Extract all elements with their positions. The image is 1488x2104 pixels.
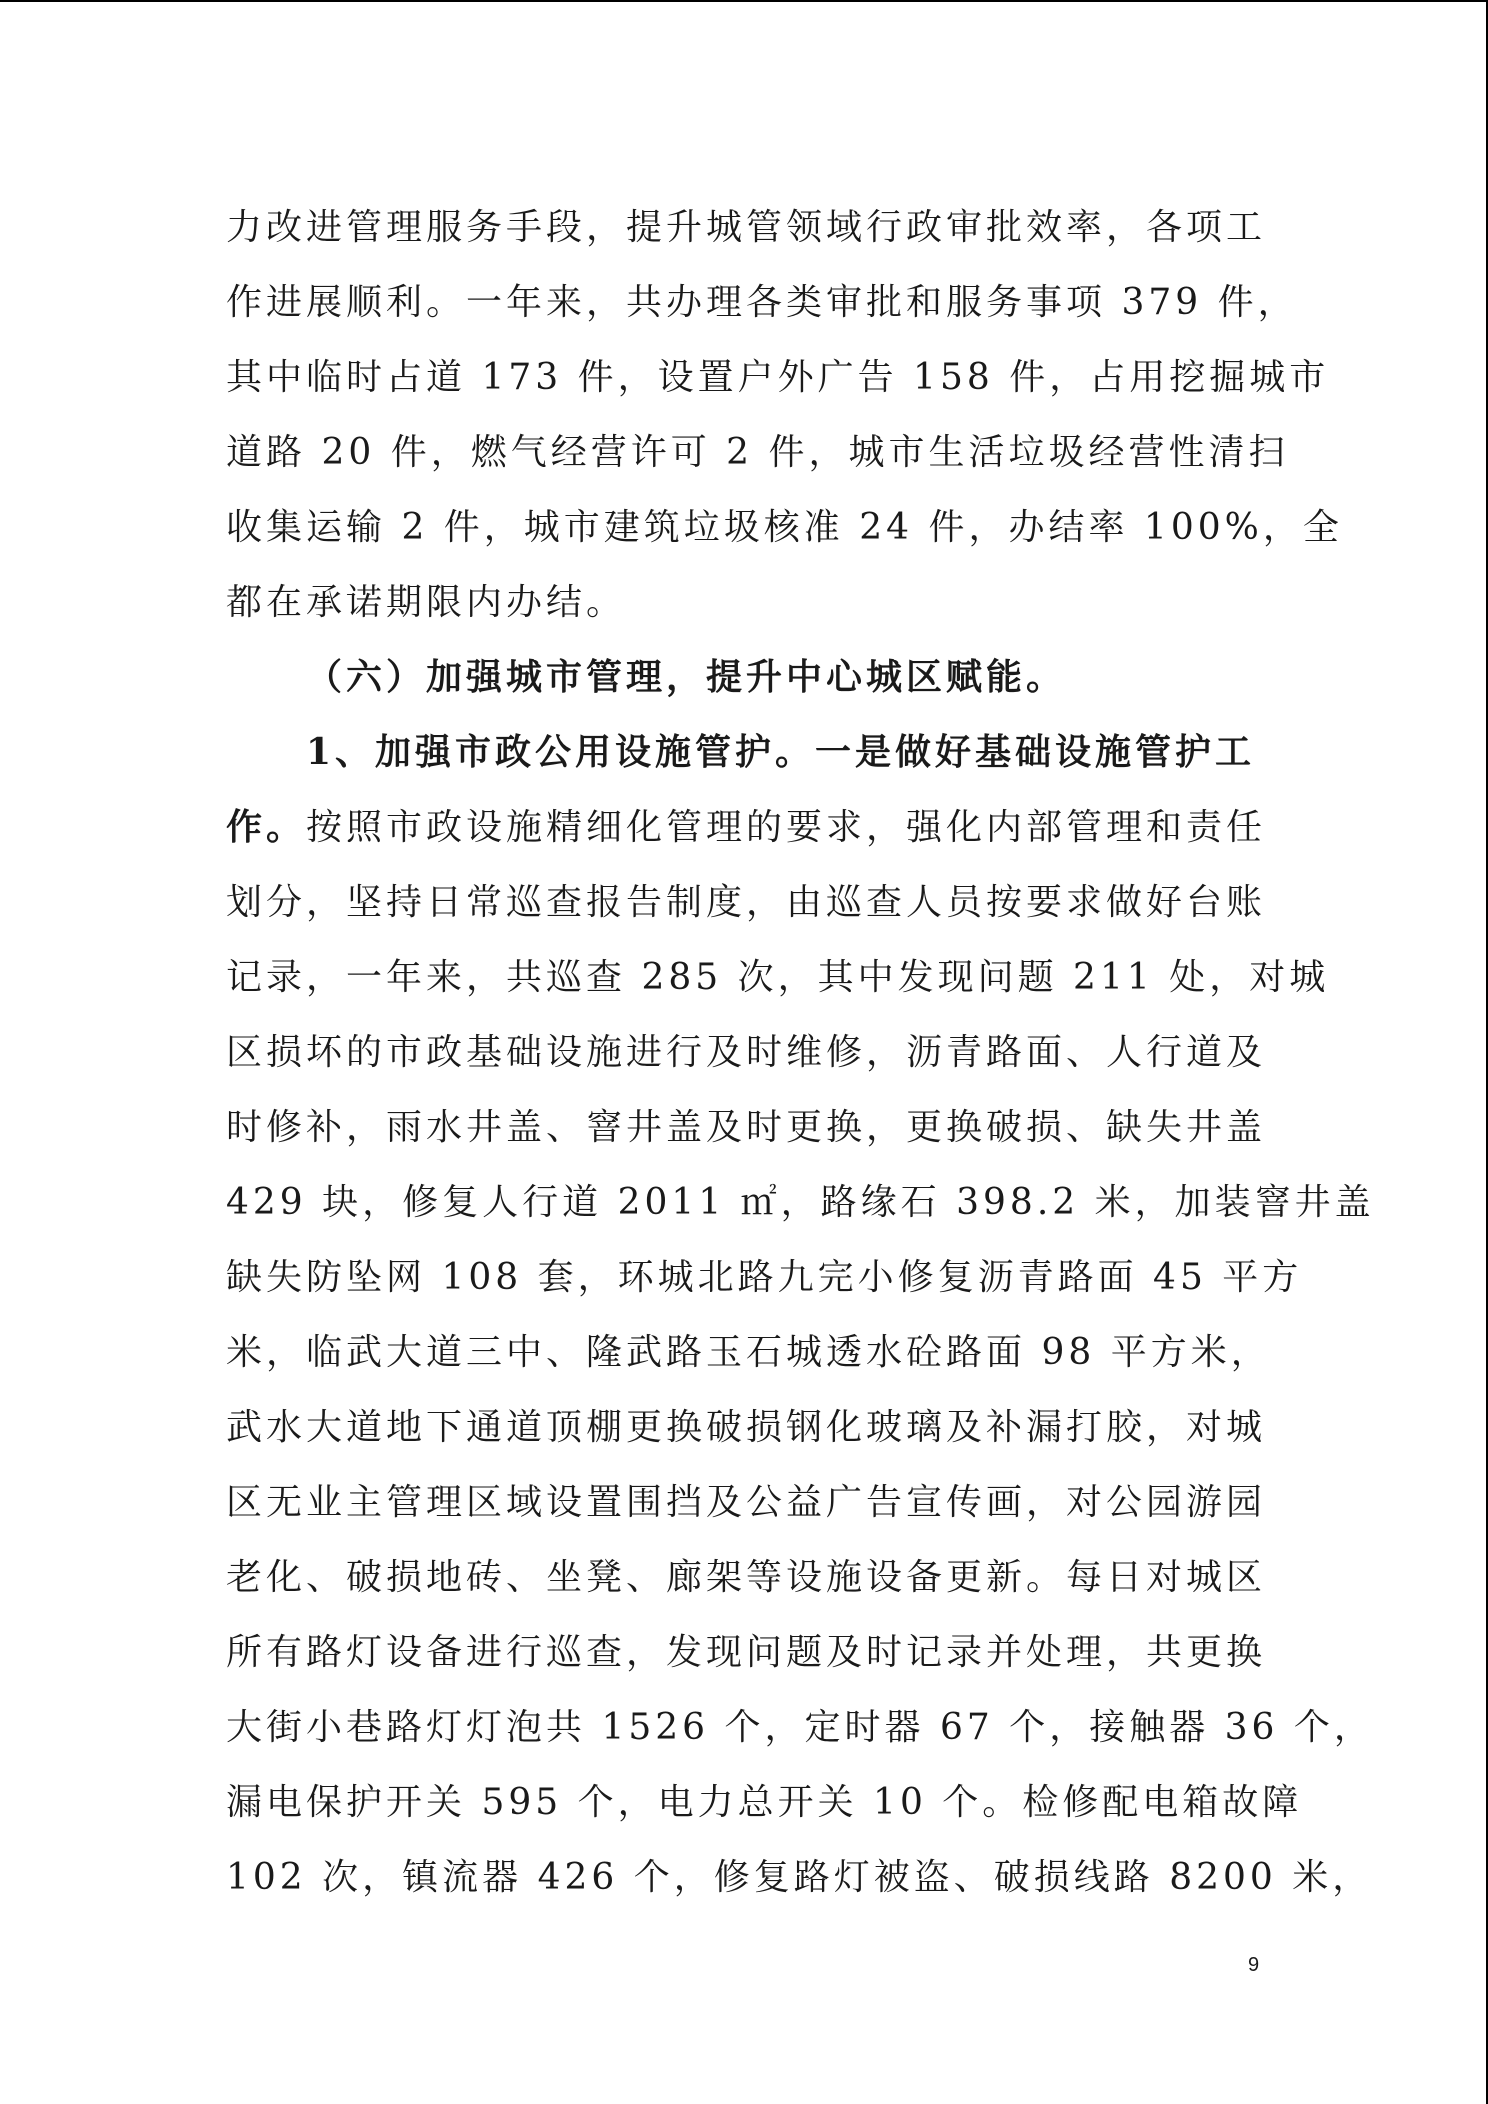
text-line: 漏电保护开关 595 个，电力总开关 10 个。检修配电箱故障 bbox=[226, 1782, 1303, 1823]
text-line: 区无业主管理区域设置围挡及公益广告宣传画，对公园游园 bbox=[226, 1482, 1267, 1523]
subsection-title-end: 作。 bbox=[226, 806, 307, 848]
text-line: 米，临武大道三中、隆武路玉石城透水砼路面 98 平方米， bbox=[226, 1332, 1271, 1373]
text-line: 收集运输 2 件，城市建筑垃圾核准 24 件，办结率 100%，全 bbox=[226, 507, 1343, 548]
text-line: 记录，一年来，共巡查 285 次，其中发现问题 211 处，对城 bbox=[226, 957, 1330, 998]
text-line: 划分，坚持日常巡查报告制度，由巡查人员按要求做好台账 bbox=[226, 882, 1267, 923]
text-line: 作进展顺利。一年来，共办理各类审批和服务事项 379 件， bbox=[226, 282, 1298, 323]
top-border bbox=[0, 0, 1488, 2]
subsection-title: 1、加强市政公用设施管护。一是做好基础设施管护工 bbox=[306, 731, 1256, 773]
text-line: 老化、破损地砖、坐凳、廊架等设施设备更新。每日对城区 bbox=[226, 1557, 1267, 1598]
text-line: 道路 20 件，燃气经营许可 2 件，城市生活垃圾经营性清扫 bbox=[226, 432, 1289, 473]
text-line: 时修补，雨水井盖、窨井盖及时更换，更换破损、缺失井盖 bbox=[226, 1107, 1267, 1148]
text-line bbox=[226, 790, 1267, 865]
text-line: 都在承诺期限内办结。 bbox=[226, 582, 627, 623]
text-line: 429 块，修复人行道 2011 ㎡，路缘石 398.2 米，加装窨井盖 bbox=[226, 1182, 1375, 1223]
text-line bbox=[226, 715, 1262, 790]
text-line: 区损坏的市政基础设施进行及时维修，沥青路面、人行道及 bbox=[226, 1032, 1267, 1073]
text-line: 其中临时占道 173 件，设置户外广告 158 件，占用挖掘城市 bbox=[226, 357, 1330, 398]
text-line: 所有路灯设备进行巡查，发现问题及时记录并处理，共更换 bbox=[226, 1632, 1267, 1673]
text-line: 力改进管理服务手段，提升城管领域行政审批效率，各项工 bbox=[226, 207, 1267, 248]
document-body bbox=[226, 190, 1375, 1915]
text-line: 缺失防坠网 108 套，环城北路九完小修复沥青路面 45 平方 bbox=[226, 1257, 1303, 1298]
text-line: 武水大道地下通道顶棚更换破损钢化玻璃及补漏打胶，对城 bbox=[226, 1407, 1267, 1448]
text-line: 102 次，镇流器 426 个，修复路灯被盗、破损线路 8200 米， bbox=[226, 1857, 1373, 1898]
page-number: 9 bbox=[1248, 1954, 1260, 1976]
section-heading: （六）加强城市管理，提升中心城区赋能。 bbox=[306, 656, 1067, 698]
text-line: 大街小巷路灯灯泡共 1526 个，定时器 67 个，接触器 36 个， bbox=[226, 1707, 1374, 1748]
body-text: 按照市政设施精细化管理的要求，强化内部管理和责任 bbox=[306, 807, 1267, 848]
